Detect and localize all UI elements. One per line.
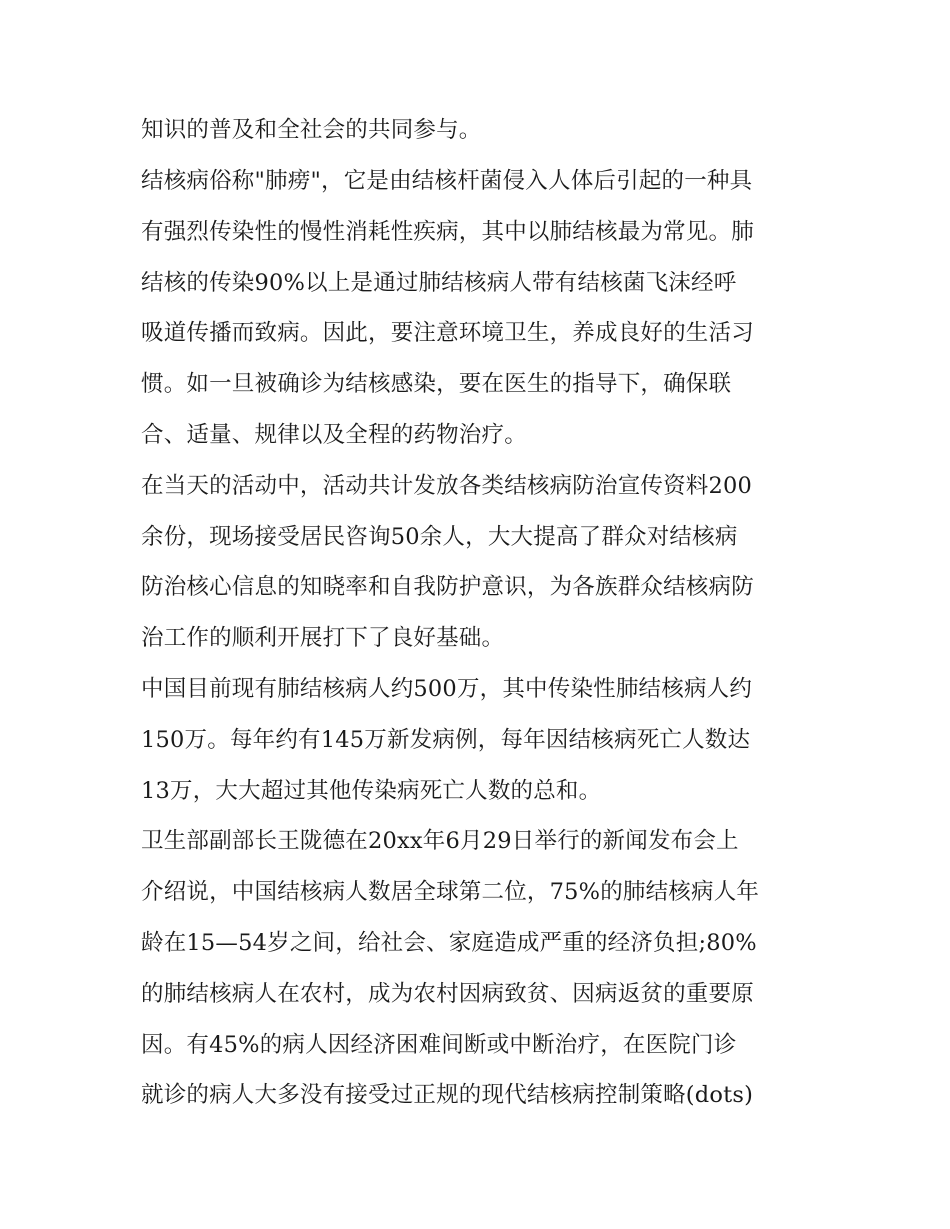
text-line: 在当天的活动中，活动共计发放各类结核病防治宣传资料200 — [141, 473, 753, 499]
text-line: 的肺结核病人在农村，成为农村因病致贫、因病返贫的重要原 — [141, 981, 754, 1007]
text-line: 防治核心信息的知晓率和自我防护意识，为各族群众结核病防 — [141, 574, 754, 600]
text-line: 中国目前现有肺结核病人约500万，其中传染性肺结核病人约 — [141, 676, 753, 702]
text-line: 吸道传播而致病。因此，要注意环境卫生，养成良好的生活习 — [141, 320, 754, 346]
text-line: 余份，现场接受居民咨询50余人，大大提高了群众对结核病 — [141, 524, 738, 550]
text-line: 有强烈传染性的慢性消耗性疾病，其中以肺结核最为常见。肺 — [141, 219, 754, 245]
text-line: 介绍说，中国结核病人数居全球第二位，75%的肺结核病人年 — [141, 879, 760, 905]
text-line: 结核的传染90%以上是通过肺结核病人带有结核菌飞沫经呼 — [141, 270, 737, 296]
text-line: 知识的普及和全社会的共同参与。 — [141, 117, 482, 143]
text-line: 150万。每年约有145万新发病例，每年因结核病死亡人数达 — [141, 727, 751, 753]
text-line: 结核病俗称"肺痨"，它是由结核杆菌侵入人体后引起的一种具 — [141, 168, 753, 194]
text-line: 治工作的顺利开展打下了良好基础。 — [141, 625, 505, 651]
text-line: 13万，大大超过其他传染病死亡人数的总和。 — [141, 778, 602, 804]
text-line: 卫生部副部长王陇德在20xx年6月29日举行的新闻发布会上 — [141, 828, 739, 854]
text-line: 龄在15—54岁之间，给社会、家庭造成严重的经济负担;80% — [141, 930, 757, 956]
text-line: 惯。如一旦被确诊为结核感染，要在医生的指导下，确保联 — [141, 371, 732, 397]
text-line: 就诊的病人大多没有接受过正规的现代结核病控制策略(dots) — [141, 1082, 754, 1108]
text-line: 因。有45%的病人因经济困难间断或中断治疗，在医院门诊 — [141, 1032, 737, 1058]
text-line: 合、适量、规律以及全程的药物治疗。 — [141, 422, 527, 448]
